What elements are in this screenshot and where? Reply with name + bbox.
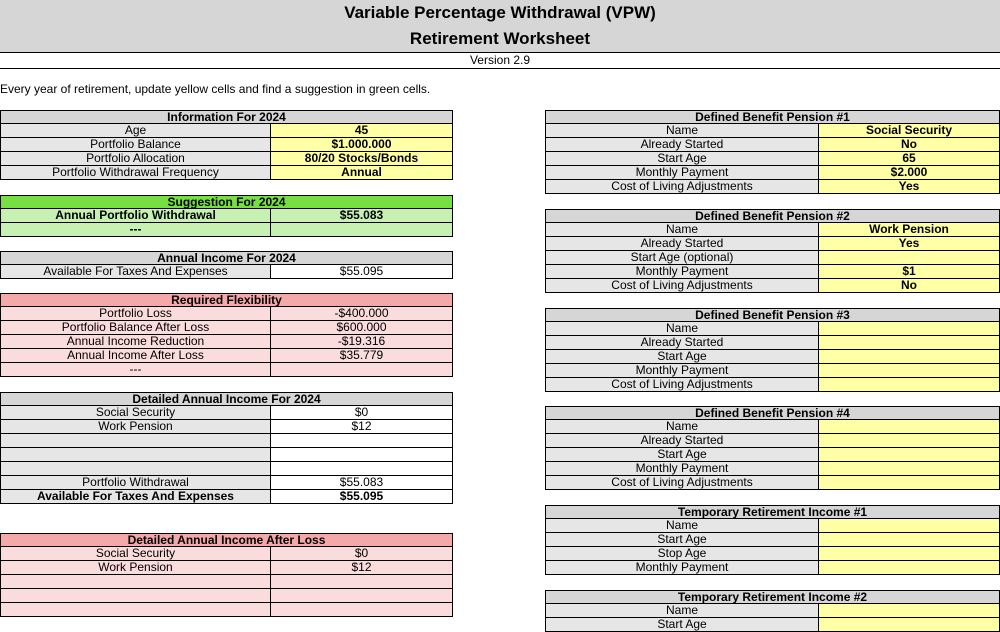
detailed-income-after-loss-row [0,547,453,561]
intro-text: Every year of retirement, update yellow cells and find a suggestion in green cells. [0,82,431,96]
temporary-income-2-row [545,618,1000,632]
pension-1-row [545,124,1000,138]
row-label: Available For Taxes And Expenses [1,265,271,278]
row-value-cell [271,434,452,447]
row-value-cell [271,603,452,616]
row-value-cell: $0 [354,406,369,419]
pension-4-row [545,476,1000,490]
row-label: Name [546,519,819,532]
pension-2-row [545,251,1000,265]
row-label: Name [546,124,819,137]
pension-4-row [545,420,1000,434]
row-value-cell[interactable]: Work Pension [819,223,999,236]
row-label: Start Age (optional) [546,251,819,264]
row-value-cell[interactable] [819,251,999,264]
row-label: Portfolio Loss [1,307,271,320]
row-value-cell[interactable]: 65 [819,152,999,165]
temporary-income-1-row [545,547,1000,561]
row-label: Monthly Payment [546,561,819,574]
row-value-cell [271,223,452,236]
required-flexibility-row [0,363,453,377]
row-label: --- [1,223,271,236]
row-value-cell[interactable] [819,448,999,461]
detailed-income-2024-row [0,434,453,448]
row-label [1,575,271,588]
row-value-cell: $12 [351,420,372,433]
row-label: Work Pension [1,561,271,574]
row-value-cell[interactable] [819,561,999,574]
annual-income-2024-header: Annual Income For 2024 [0,251,453,265]
detailed-income-after-loss-row [0,589,453,603]
row-value-cell[interactable]: No [819,138,999,151]
pension-1-row [545,166,1000,180]
row-label: Social Security [1,406,271,419]
row-label [1,434,271,447]
detailed-income-2024-row [0,462,453,476]
pension-3-row [545,364,1000,378]
row-value-cell[interactable]: Annual [271,166,452,179]
temporary-income-1-row [545,561,1000,575]
row-value-cell: $12 [271,561,452,574]
detailed-income-2024-row [0,476,453,490]
row-label [1,448,271,461]
pension-2-row [545,265,1000,279]
pension-2-row [545,237,1000,251]
row-label: Name [546,322,819,335]
row-label: Portfolio Withdrawal [1,476,271,489]
row-label: Start Age [546,533,819,546]
row-label: Age [1,124,271,137]
row-label: Monthly Payment [546,265,819,278]
row-label: Already Started [546,434,819,447]
row-value-cell[interactable] [819,420,999,433]
row-value-cell[interactable] [819,547,999,560]
row-value-cell[interactable]: Social Security [819,124,999,137]
row-value-cell[interactable]: 45 [271,124,452,137]
row-value-cell[interactable] [819,364,999,377]
row-value-cell: $55.083 [339,476,384,489]
row-label: Portfolio Balance After Loss [1,321,271,334]
detailed-income-2024-row [0,448,453,462]
pension-1-row [545,138,1000,152]
row-label: Already Started [546,336,819,349]
row-label: Available For Taxes And Expenses [1,490,271,503]
pension-1-header: Defined Benefit Pension #1 [545,110,1000,124]
row-value-cell [271,589,452,602]
row-label: Annual Income Reduction [1,335,271,348]
row-label [1,603,271,616]
temporary-income-2-row [545,604,1000,618]
suggestion-2024-header: Suggestion For 2024 [0,195,453,209]
row-value-cell[interactable] [819,604,999,617]
worksheet-subtitle: Retirement Worksheet [0,26,1000,53]
row-label: Work Pension [1,420,271,433]
row-label [1,462,271,475]
pension-4-header: Defined Benefit Pension #4 [545,406,1000,420]
info-2024-row [0,152,453,166]
row-value-cell[interactable] [819,378,999,391]
pension-4-row [545,434,1000,448]
row-label: Social Security [1,547,271,560]
row-label: --- [1,363,271,376]
detailed-income-2024-row [0,406,453,420]
row-value-cell[interactable] [819,618,999,631]
row-label: Monthly Payment [546,462,819,475]
row-label: Start Age [546,350,819,363]
pension-2-row [545,223,1000,237]
detailed-income-after-loss-header: Detailed Annual Income After Loss [0,533,453,547]
suggestion-2024-row [0,209,453,223]
row-value-cell[interactable]: 80/20 Stocks/Bonds [271,152,452,165]
suggestion-2024-row [0,223,453,237]
row-label: Name [546,604,819,617]
pension-3-row [545,350,1000,364]
required-flexibility-row [0,321,453,335]
pension-2-header: Defined Benefit Pension #2 [545,209,1000,223]
pension-2-row [545,279,1000,293]
row-value-cell[interactable]: No [819,279,999,292]
row-label: Name [546,223,819,236]
row-value-cell[interactable]: $2.000 [819,166,999,179]
temporary-income-1-row [545,533,1000,547]
row-label: Monthly Payment [546,364,819,377]
row-value-cell: -$400.000 [271,307,452,320]
row-value-cell: $55.095 [339,490,384,503]
row-label: Already Started [546,237,819,250]
row-value-cell[interactable]: Yes [819,237,999,250]
temporary-income-1-header: Temporary Retirement Income #1 [545,505,1000,519]
detailed-income-after-loss-row [0,603,453,617]
detailed-income-2024-row [0,420,453,434]
row-label: Annual Portfolio Withdrawal [1,209,271,222]
row-value-cell[interactable] [819,462,999,475]
row-value-cell [271,462,452,475]
detailed-income-after-loss-row [0,561,453,575]
info-2024-row [0,166,453,180]
temporary-income-2-header: Temporary Retirement Income #2 [545,590,1000,604]
row-value-cell[interactable] [819,476,999,489]
detailed-income-2024-header: Detailed Annual Income For 2024 [0,392,453,406]
row-value-cell[interactable]: $1 [819,265,999,278]
row-value-cell [271,575,452,588]
pension-4-row [545,448,1000,462]
row-label: Portfolio Balance [1,138,271,151]
row-value-cell[interactable] [819,322,999,335]
row-value-cell [271,448,452,461]
row-value-cell: $600.000 [271,321,452,334]
pension-3-header: Defined Benefit Pension #3 [545,308,1000,322]
info-2024-header: Information For 2024 [0,110,453,124]
row-label: Start Age [546,448,819,461]
row-value-cell: $55.083 [271,209,452,222]
detailed-income-after-loss-row [0,575,453,589]
info-2024-row [0,138,453,152]
row-label: Name [546,420,819,433]
row-label: Portfolio Withdrawal Frequency [1,166,271,179]
required-flexibility-row [0,349,453,363]
row-value-cell[interactable]: $1.000.000 [271,138,452,151]
annual-income-2024-row [0,265,453,279]
worksheet-title: Variable Percentage Withdrawal (VPW) [0,0,1000,26]
detailed-income-2024-row [0,490,453,504]
row-label: Stop Age [546,547,819,560]
pension-3-row [545,378,1000,392]
temporary-income-1-row [545,519,1000,533]
row-label [1,589,271,602]
row-label: Start Age [546,152,819,165]
pension-3-row [545,322,1000,336]
row-value-cell: $35.779 [271,349,452,362]
row-label: Start Age [546,618,819,631]
row-value-cell [271,363,452,376]
pension-1-row [545,180,1000,194]
required-flexibility-row [0,335,453,349]
row-label: Portfolio Allocation [1,152,271,165]
row-label: Cost of Living Adjustments [546,279,819,292]
pension-4-row [545,462,1000,476]
row-label: Annual Income After Loss [1,349,271,362]
row-value-cell[interactable] [819,533,999,546]
version-label: Version 2.9 [0,53,1000,69]
row-value-cell: $0 [271,547,452,560]
row-label: Cost of Living Adjustments [546,378,819,391]
row-label: Monthly Payment [546,166,819,179]
row-value-cell: $55.095 [339,265,384,278]
row-value-cell[interactable]: Yes [819,180,999,193]
row-value-cell: -$19.316 [271,335,452,348]
row-value-cell[interactable] [819,350,999,363]
required-flexibility-row [0,307,453,321]
row-value-cell[interactable] [819,434,999,447]
row-label: Already Started [546,138,819,151]
row-label: Cost of Living Adjustments [546,180,819,193]
info-2024-row [0,124,453,138]
row-value-cell[interactable] [819,519,999,532]
row-value-cell[interactable] [819,336,999,349]
required-flexibility-header: Required Flexibility [0,293,453,307]
pension-1-row [545,152,1000,166]
pension-3-row [545,336,1000,350]
row-label: Cost of Living Adjustments [546,476,819,489]
